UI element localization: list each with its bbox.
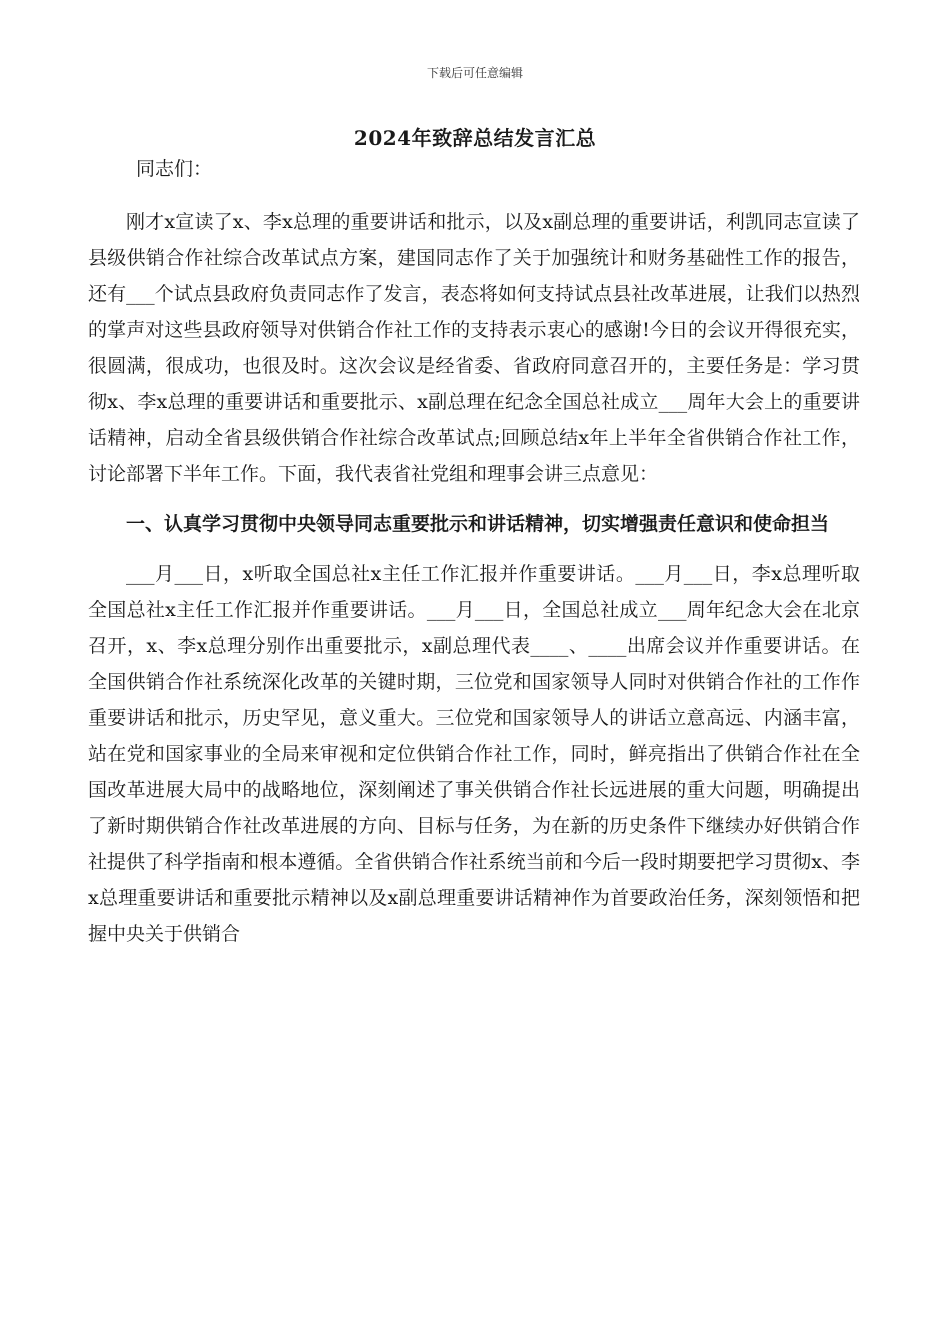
paragraph-2: ___月___日，x听取全国总社x主任工作汇报并作重要讲话。___月___日，李x总理听取全国总社x主任工作汇报并作重要讲话。___月___日，全国总社成立___周年纪念大会在北京召开，x、李x总理分别作出重要批示，x副总理代表____、____出席会议并作重要讲话。在全国供销合作社系统深化改革的关键时期，三位党和国家领导人同时对供销合作社的工作作重要讲话和批示，历史罕见，意义重大。三位党和国家领导人的讲话立意高远、内涵丰富，站在党和国家事业的全局来审视和定位供销合作社工作，同时，鲜亮指出了供销合作社在全国改革进展大局中的战略地位，深刻阐述了事关供销合作社长远进展的重大问题，明确提出了新时期供销合作社改革进展的方向、目标与任务，为在新的历史条件下继续办好供销合作社提供了科学指南和根本遵循。全省供销合作社系统当前和今后一段时期要把学习贯彻x、李x总理重要讲话和重要批示精神以及x副总理重要讲话精神作为首要政治任务，深刻领悟和把握中央关于供销合	[88, 563, 860, 945]
document-body	[88, 150, 860, 952]
page-header-note: 下载后可任意编辑	[426, 66, 523, 80]
document-title: 2024年致辞总结发言汇总	[353, 126, 597, 150]
paragraph-1: 刚才x宣读了x、李x总理的重要讲话和批示，以及x副总理的重要讲话，利凯同志宣读了县级供销合作社综合改革试点方案，建国同志作了关于加强统计和财务基础性工作的报告，还有___个试点县政府负责同志作了发言，表态将如何支持试点县社改革进展，让我们以热烈的掌声对这些县政府领导对供销合作社工作的支持表示衷心的感谢!今日的会议开得很充实，很圆满，很成功，也很及时。这次会议是经省委、省政府同意召开的，主要任务是：学习贯彻x、李x总理的重要讲话和重要批示、x副总理在纪念全国总社成立___周年大会上的重要讲话精神，启动全省县级供销合作社综合改革试点;回顾总结x年上半年全省供销合作社工作，讨论部署下半年工作。下面，我代表省社党组和理事会讲三点意见：	[88, 211, 860, 485]
section-heading-1: 一、认真学习贯彻中央领导同志重要批示和讲话精神，切实增强责任意识和使命担当	[126, 513, 830, 535]
greeting: 同志们：	[136, 158, 213, 180]
